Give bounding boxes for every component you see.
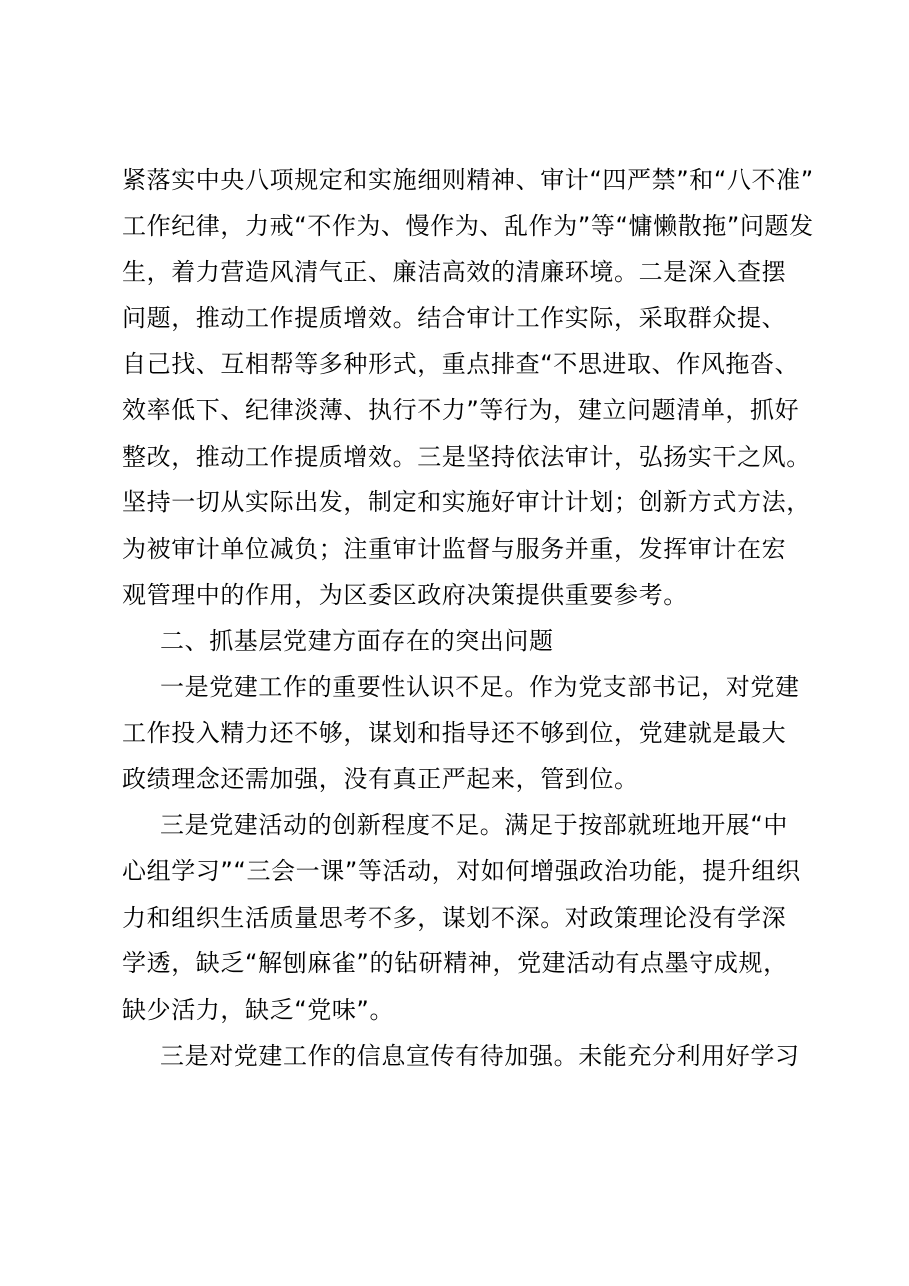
text-line: 自己找、互相帮等多种形式，重点排查“不思进取、作风拖沓、: [122, 350, 800, 378]
text-line: 效率低下、纪律淡薄、执行不力”等行为，建立问题清单，抓好: [122, 396, 800, 424]
text-line: 心组学习”“三会一课”等活动，对如何增强政治功能，提升组织: [122, 857, 801, 885]
text-line: 工作纪律，力戒“不作为、慢作为、乱作为”等“慵懒散拖”问题发: [122, 212, 814, 240]
text-line: 学透，缺乏“解刨麻雀”的钻研精神，党建活动有点墨守成规，: [122, 949, 788, 977]
text-line: 观管理中的作用，为区委区政府决策提供重要参考。: [122, 581, 688, 609]
text-line: 坚持一切从实际出发，制定和实施好审计计划；创新方式方法，: [122, 488, 811, 516]
text-line: 缺少活力，缺乏“党味”。: [122, 996, 395, 1024]
text-line: 政绩理念还需加强，没有真正严起来，管到位。: [122, 765, 639, 793]
text-line: 紧落实中央八项规定和实施细则精神、审计“四严禁”和“八不准”: [122, 166, 814, 194]
text-line: 一是党建工作的重要性认识不足。作为党支部书记，对党建: [160, 673, 800, 701]
text-line: 三是对党建工作的信息宣传有待加强。未能充分利用好学习: [160, 1042, 800, 1070]
text-line: 力和组织生活质量思考不多，谋划不深。对政策理论没有学深: [122, 904, 787, 932]
section-heading: 二、抓基层党建方面存在的突出问题: [160, 627, 554, 655]
text-line: 工作投入精力还不够，谋划和指导还不够到位，党建就是最大: [122, 719, 787, 747]
text-line: 整改，推动工作提质增效。三是坚持依法审计，弘扬实干之风。: [122, 443, 811, 471]
text-line: 问题，推动工作提质增效。结合审计工作实际，采取群众提、: [122, 304, 787, 332]
text-line: 三是党建活动的创新程度不足。满足于按部就班地开展“中: [160, 811, 789, 839]
text-line: 为被审计单位减负；注重审计监督与服务并重，发挥审计在宏: [122, 535, 787, 563]
text-line: 生，着力营造风清气正、廉洁高效的清廉环境。二是深入查摆: [122, 258, 787, 286]
